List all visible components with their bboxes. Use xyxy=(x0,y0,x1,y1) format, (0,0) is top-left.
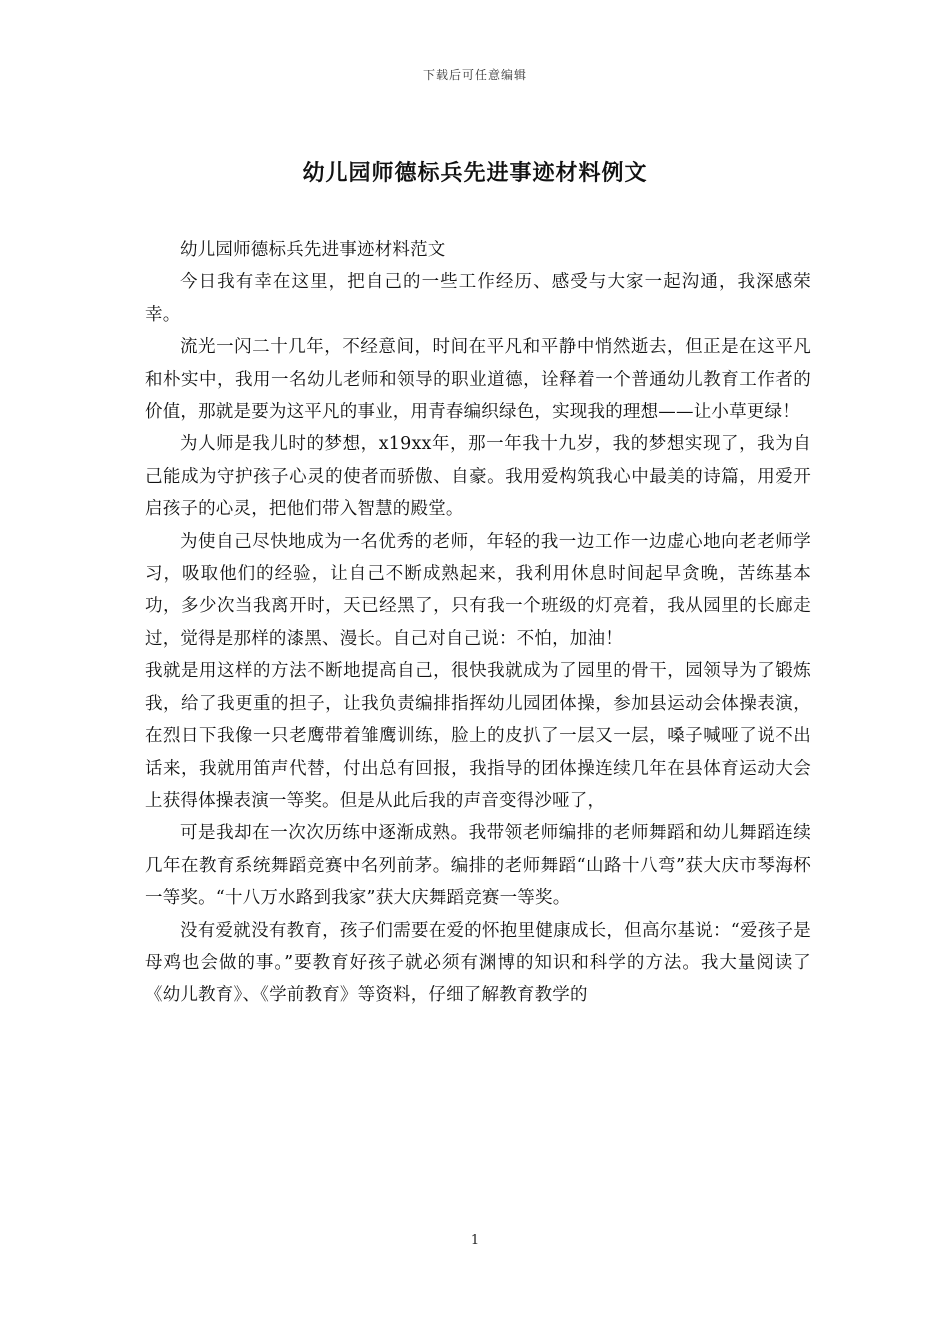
body-paragraph: 为使自己尽快地成为一名优秀的老师，年轻的我一边工作一边虚心地向老老师学习，吸取他们的经验，让自己不断成熟起来，我利用休息时间起早贪晚，苦练基本功，多少次当我离开时，天已经黑了，只有我一个班级的灯亮着，我从园里的长廊走过，觉得是那样的漆黑、漫长。自己对自己说：不怕，加油！ xyxy=(145,531,811,649)
document-body xyxy=(145,234,811,1012)
body-paragraph: 没有爱就没有教育，孩子们需要在爱的怀抱里健康成长，但高尔基说：“爱孩子是母鸡也会做的事。”要教育好孩子就必须有渊博的知识和科学的方法。我大量阅读了《幼儿教育》、《学前教育》等资料，仔细了解教育教学的 xyxy=(145,920,811,1006)
body-paragraph: 流光一闪二十几年，不经意间，时间在平凡和平静中悄然逝去，但正是在这平凡和朴实中，我用一名幼儿老师和领导的职业道德，诠释着一个普通幼儿教育工作者的价值，那就是要为这平凡的事业，用青春编织绿色，实现我的理想——让小草更绿！ xyxy=(145,337,811,423)
body-paragraph: 为人师是我儿时的梦想，x19xx年，那一年我十九岁，我的梦想实现了，我为自己能成为守护孩子心灵的使者而骄傲、自豪。我用爱构筑我心中最美的诗篇，用爱开启孩子的心灵，把他们带入智慧的殿堂。 xyxy=(145,434,811,520)
document-title: 幼儿园师德标兵先进事迹材料例文 xyxy=(302,160,648,186)
body-paragraph: 我就是用这样的方法不断地提高自己，很快我就成为了园里的骨干，园领导为了锻炼我，给了我更重的担子，让我负责编排指挥幼儿园团体操，参加县运动会体操表演，在烈日下我像一只老鹰带着雏鹰训练，脸上的皮扒了一层又一层，嗓子喊哑了说不出话来，我就用笛声代替，付出总有回报，我指导的团体操连续几年在县体育运动大会上获得体操表演一等奖。但是从此后我的声音变得沙哑了， xyxy=(145,661,811,811)
page-header: 下载后可任意编辑 xyxy=(422,68,527,82)
subtitle-paragraph: 幼儿园师德标兵先进事迹材料范文 xyxy=(180,240,446,260)
body-paragraph: 可是我却在一次次历练中逐渐成熟。我带领老师编排的老师舞蹈和幼儿舞蹈连续几年在教育系统舞蹈竞赛中名列前茅。编排的老师舞蹈“山路十八弯”获大庆市琴海杯一等奖。“十八万水路到我家”获大庆舞蹈竞赛一等奖。 xyxy=(145,823,811,909)
body-paragraph: 今日我有幸在这里，把自己的一些工作经历、感受与大家一起沟通，我深感荣幸。 xyxy=(145,272,811,325)
page-number: 1 xyxy=(470,1233,480,1248)
